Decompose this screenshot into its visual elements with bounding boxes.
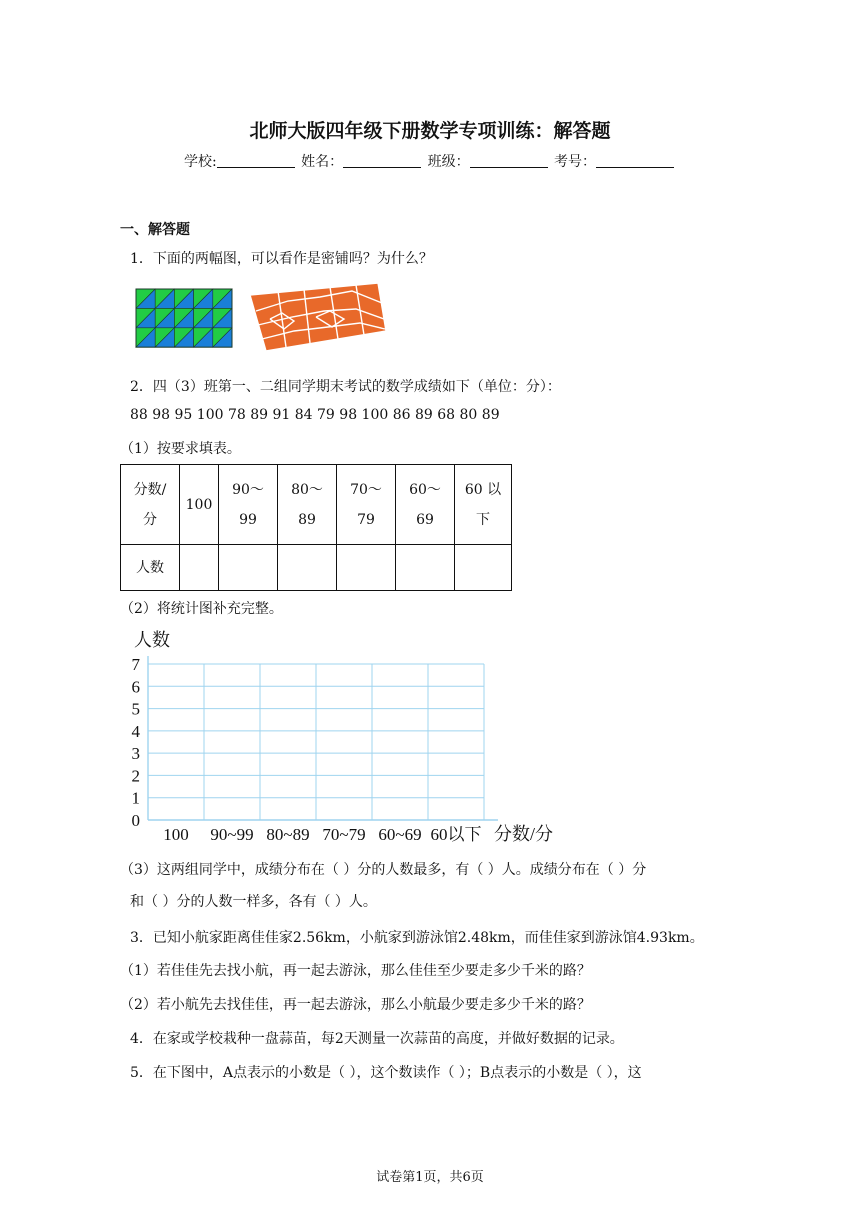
exam-no-label: 考号： <box>554 154 597 170</box>
section-heading: 一、解答题 <box>120 222 190 238</box>
chart-x-ticks <box>163 825 481 844</box>
table-blank-cell[interactable] <box>455 545 512 591</box>
exam-no-blank[interactable] <box>596 153 674 168</box>
y-tick-label: 5 <box>131 699 140 719</box>
table-header-score: 分数/ 分 <box>121 465 180 545</box>
table-blank-cell[interactable] <box>278 545 337 591</box>
x-tick-label: 60~69 <box>378 825 422 844</box>
score-frequency-table <box>120 464 512 591</box>
table-blank-cell[interactable] <box>337 545 396 591</box>
question-3-part-2: （2）若小航先去找佳佳，再一起去游泳，那么小航最少要走多少千米的路？ <box>120 997 591 1013</box>
question-2-part-2: （2）将统计图补充完整。 <box>120 601 283 617</box>
quadrilateral-tiling-figure <box>248 281 388 353</box>
x-tick-label: 80~89 <box>266 825 310 844</box>
page-title: 北师大版四年级下册数学专项训练：解答题 <box>249 120 611 142</box>
y-tick-label: 4 <box>131 721 140 741</box>
class-blank[interactable] <box>470 153 548 168</box>
page-footer: 试卷第1页，共6页 <box>376 1170 484 1185</box>
question-3-part-1: （1）若佳佳先去找小航，再一起去游泳，那么佳佳至少要走多少千米的路？ <box>120 963 591 979</box>
question-2-part-3-line-1: （3）这两组同学中，成绩分布在（ ）分的人数最多，有（ ）人。成绩分布在（ ）分 <box>120 862 647 878</box>
x-tick-label: 60以下 <box>430 825 482 844</box>
table-blank-cell[interactable] <box>219 545 278 591</box>
y-tick-label: 7 <box>131 655 140 674</box>
school-blank[interactable] <box>217 153 295 168</box>
question-2-part-1: （1）按要求填表。 <box>120 441 241 457</box>
table-header-cell: 90～ 99 <box>219 465 278 545</box>
chart-x-label: 分数/分 <box>494 824 554 844</box>
table-header-cell: 70～ 79 <box>337 465 396 545</box>
table-row-label: 人数 <box>121 545 180 591</box>
question-3: 3．已知小航家距离佳佳家2.56km，小航家到游泳馆2.48km，而佳佳家到游泳馆4.93km。 <box>130 930 704 946</box>
y-tick-label: 6 <box>131 677 140 697</box>
y-tick-label: 1 <box>131 788 140 808</box>
name-blank[interactable] <box>343 153 421 168</box>
triangle-tiling-figure <box>135 288 233 348</box>
question-2-part-3-line-2: 和（ ）分的人数一样多，各有（ ）人。 <box>130 894 377 910</box>
chart-y-label: 人数 <box>134 630 170 650</box>
x-tick-label: 90~99 <box>210 825 254 844</box>
question-4: 4．在家或学校栽种一盘蒜苗，每2天测量一次蒜苗的高度，并做好数据的记录。 <box>130 1031 624 1047</box>
student-info-line <box>0 151 860 171</box>
table-blank-cell[interactable] <box>180 545 219 591</box>
question-2: 2．四（3）班第一、二组同学期末考试的数学成绩如下（单位：分）： <box>130 379 561 395</box>
x-tick-label: 70~79 <box>322 825 366 844</box>
table-header-cell: 60 以 下 <box>455 465 512 545</box>
question-1: 1．下面的两幅图，可以看作是密铺吗？为什么？ <box>130 251 433 267</box>
y-tick-label: 3 <box>131 744 140 764</box>
school-label: 学校: <box>183 154 217 170</box>
name-label: 姓名： <box>301 154 344 170</box>
class-label: 班级： <box>427 154 470 170</box>
table-blank-cell[interactable] <box>396 545 455 591</box>
chart-grid <box>148 664 484 820</box>
statistics-chart <box>128 624 568 850</box>
y-tick-label: 0 <box>131 811 140 830</box>
chart-y-ticks <box>132 655 141 830</box>
x-tick-label: 100 <box>163 825 189 844</box>
score-list: 88 98 95 100 78 89 91 84 79 98 100 86 89 68 80 89 <box>130 407 500 423</box>
question-5: 5．在下图中，A点表示的小数是（ ），这个数读作（ ）；B点表示的小数是（ ），这 <box>130 1065 642 1081</box>
table-header-cell: 60～ 69 <box>396 465 455 545</box>
y-tick-label: 2 <box>131 766 140 786</box>
table-header-cell: 80～ 89 <box>278 465 337 545</box>
table-header-cell: 100 <box>180 465 219 545</box>
